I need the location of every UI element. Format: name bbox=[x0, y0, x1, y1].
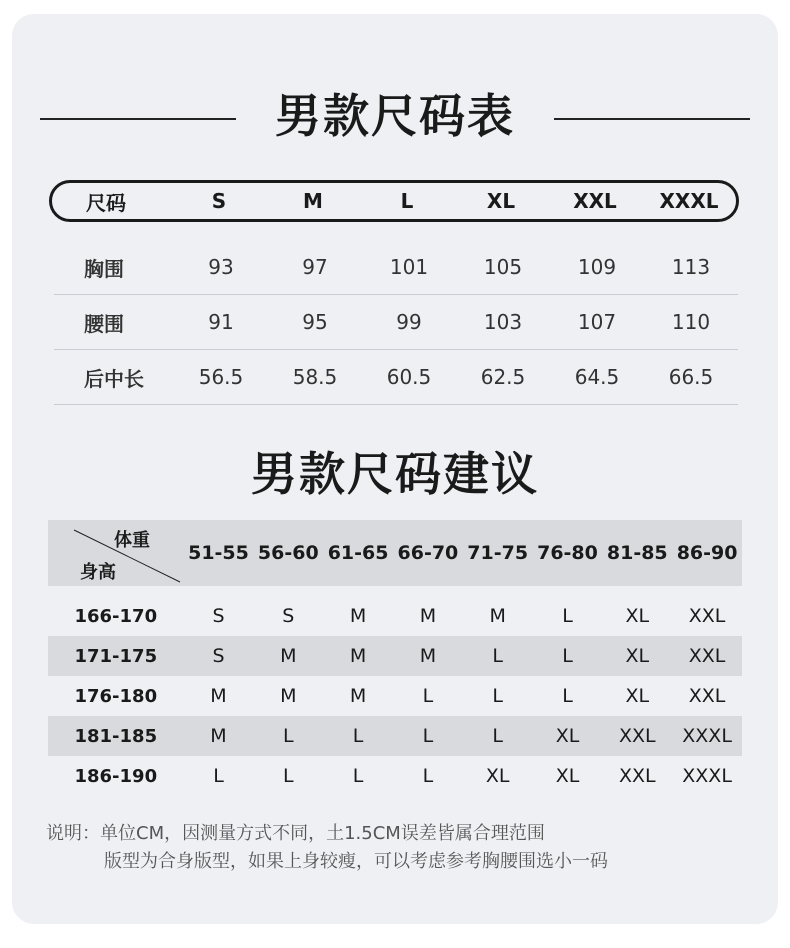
height-label: 181-185 bbox=[74, 725, 158, 747]
notes bbox=[46, 820, 608, 876]
cell-value: 107 bbox=[577, 310, 617, 334]
size-cell: M bbox=[280, 685, 297, 707]
size-row-chest bbox=[54, 240, 738, 295]
cell-value: 91 bbox=[208, 310, 234, 334]
cell-value: 105 bbox=[483, 255, 523, 279]
header-size-l: L bbox=[400, 189, 414, 213]
size-cell: M bbox=[210, 725, 227, 747]
cell-value: 66.5 bbox=[668, 365, 714, 389]
table-row bbox=[48, 636, 742, 676]
corner-cell bbox=[48, 520, 184, 586]
weight-col: 66-70 bbox=[397, 542, 459, 564]
size-cell: L bbox=[422, 725, 434, 747]
cell-value: 103 bbox=[483, 310, 523, 334]
size-cell: L bbox=[283, 765, 294, 787]
size-cell: M bbox=[349, 605, 367, 627]
header-size-s: S bbox=[211, 189, 227, 213]
height-label: 176-180 bbox=[74, 685, 158, 707]
row-label: 腰围 bbox=[84, 311, 124, 336]
size-chart-title: 男款尺码表 bbox=[275, 89, 515, 143]
cell-value: 62.5 bbox=[480, 365, 526, 389]
size-cell: M bbox=[419, 605, 437, 627]
row-label: 后中长 bbox=[84, 366, 144, 391]
height-label: 186-190 bbox=[74, 765, 158, 787]
size-cell: XXL bbox=[688, 645, 726, 667]
size-cell: XL bbox=[485, 765, 510, 787]
recommendation-header bbox=[48, 520, 742, 586]
size-cell: XXL bbox=[618, 725, 656, 747]
size-cell: L bbox=[492, 685, 503, 707]
size-cell: M bbox=[489, 605, 506, 627]
weight-col: 51-55 bbox=[188, 542, 249, 564]
table-row bbox=[48, 676, 742, 716]
header-size-xxl: XXL bbox=[573, 189, 617, 213]
height-label: 166-170 bbox=[74, 605, 158, 627]
size-cell: XXL bbox=[688, 685, 726, 707]
size-cell: M bbox=[419, 645, 437, 667]
weight-col: 71-75 bbox=[467, 542, 529, 564]
weight-col: 61-65 bbox=[327, 542, 389, 564]
size-cell: S bbox=[282, 605, 295, 627]
weight-col: 76-80 bbox=[537, 542, 598, 564]
cell-value: 109 bbox=[577, 255, 617, 279]
size-cell: XXL bbox=[688, 605, 726, 627]
cell-value: 113 bbox=[671, 255, 711, 279]
header-size-m: M bbox=[303, 189, 323, 213]
header-size-xxxl: XXXL bbox=[659, 189, 719, 213]
size-chart-header bbox=[49, 180, 739, 222]
notes-line-1: 说明：单位CM，因测量方式不同，土1.5CM误差皆属合理范围 bbox=[46, 823, 545, 844]
size-chart-body bbox=[54, 240, 738, 405]
cell-value: 60.5 bbox=[386, 365, 432, 389]
cell-value: 110 bbox=[671, 310, 711, 334]
size-cell: M bbox=[349, 645, 367, 667]
cell-value: 97 bbox=[302, 255, 328, 279]
size-cell: XL bbox=[555, 725, 580, 747]
size-cell: L bbox=[492, 645, 503, 667]
size-cell: L bbox=[352, 725, 364, 747]
size-cell: XL bbox=[625, 645, 650, 667]
size-row-back-length bbox=[54, 350, 738, 405]
size-cell: XXXL bbox=[682, 765, 732, 787]
size-cell: M bbox=[280, 645, 297, 667]
size-cell: L bbox=[422, 685, 434, 707]
cell-value: 95 bbox=[302, 310, 328, 334]
cell-value: 58.5 bbox=[292, 365, 338, 389]
height-label: 171-175 bbox=[74, 645, 158, 667]
size-cell: XL bbox=[625, 605, 650, 627]
weight-col: 86-90 bbox=[676, 542, 738, 564]
size-cell: L bbox=[562, 605, 573, 627]
cell-value: 56.5 bbox=[198, 365, 244, 389]
corner-height-label: 身高 bbox=[80, 562, 116, 583]
size-cell: L bbox=[562, 685, 573, 707]
size-cell: L bbox=[283, 725, 294, 747]
size-cell: L bbox=[492, 725, 503, 747]
table-row bbox=[48, 716, 742, 756]
header-size-label: 尺码 bbox=[86, 190, 126, 215]
notes-line-2: 版型为合身版型，如果上身较瘦，可以考虑参考胸腰围选小一码 bbox=[104, 851, 608, 872]
weight-col: 81-85 bbox=[606, 542, 668, 564]
size-row-waist bbox=[54, 295, 738, 350]
corner-weight-label: 体重 bbox=[114, 530, 150, 551]
size-cell: XL bbox=[625, 685, 650, 707]
size-cell: XL bbox=[555, 765, 580, 787]
size-card bbox=[12, 14, 778, 924]
size-cell: M bbox=[349, 685, 367, 707]
size-cell: XXL bbox=[618, 765, 656, 787]
cell-value: 64.5 bbox=[574, 365, 620, 389]
size-cell: S bbox=[212, 645, 225, 667]
size-cell: XXXL bbox=[682, 725, 732, 747]
size-cell: L bbox=[352, 765, 364, 787]
cell-value: 93 bbox=[208, 255, 234, 279]
size-cell: L bbox=[422, 765, 434, 787]
recommendation-title: 男款尺码建议 bbox=[251, 447, 539, 501]
cell-value: 99 bbox=[396, 310, 422, 334]
row-label: 胸围 bbox=[84, 256, 124, 281]
size-cell: M bbox=[210, 685, 227, 707]
header-size-xl: XL bbox=[486, 189, 516, 213]
weight-col: 56-60 bbox=[257, 542, 319, 564]
recommendation-table bbox=[48, 520, 742, 796]
cell-value: 101 bbox=[389, 255, 429, 279]
table-row bbox=[48, 596, 742, 636]
size-cell: L bbox=[213, 765, 224, 787]
size-cell: S bbox=[212, 605, 225, 627]
table-row bbox=[48, 756, 742, 796]
size-cell: L bbox=[562, 645, 573, 667]
size-chart-title-row bbox=[12, 86, 778, 146]
